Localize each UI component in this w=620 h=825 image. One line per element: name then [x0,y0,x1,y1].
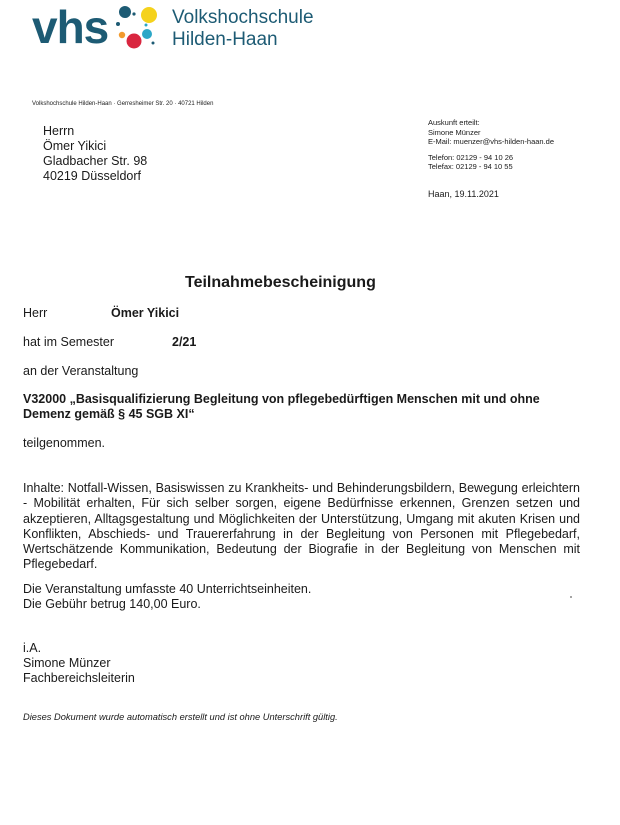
document-title: Teilnahmebescheinigung [185,274,376,291]
recipient-salutation: Herrn [43,124,75,138]
org-name [172,7,314,51]
org-name-line2: Hilden-Haan [172,29,278,50]
fee-line: Die Gebühr betrug 140,00 Euro. [23,597,201,611]
units-line: Die Veranstaltung umfasste 40 Unterrichtseinheiten. [23,582,312,596]
signature-block [23,641,135,686]
scan-speck [570,596,572,598]
semester-label: hat im Semester [23,335,115,349]
contact-person: Simone Münzer [428,127,481,137]
course-contents: Inhalte: Notfall-Wissen, Basiswissen zu Krankheits- und Behinderungsbildern, Bewegung erleichtern - Mobilität erhalten, Für sich selber sorgen, eigene Bedürfnisse erkennen, Grenzen setzen und akzeptieren, Alltagsgestaltung und Möglichkeiten der Unterstützung, Umgang mit akuten Krisen und Konflikten, Abschieds- und Trauererfahrung in der Begleitung von Personen mit Pflegebedarf, Wertschätzende Kommunikation, Bedeutung der Biografie in der Begleitung von Menschen mit Pflegebedarf. [23,481,580,572]
signature-ia: i.A. [23,641,42,655]
semester-row [23,335,197,349]
recipient-street: Gladbacher Str. 98 [43,154,148,168]
contact-phone: Telefon: 02129 - 94 10 26 [428,152,514,162]
participant-row [23,306,180,320]
course-title: V32000 „Basisqualifizierung Begleitung von pflegebedürftigen Menschen mit und ohne Demenz gemäß § 45 SGB XI“ [23,392,540,421]
date-line: Haan, 19.11.2021 [428,189,499,199]
event-label: an der Veranstaltung [23,364,139,378]
recipient-city: 40219 Düsseldorf [43,169,141,183]
contact-block [428,118,554,172]
footer-note: Dieses Dokument wurde automatisch erstellt und ist ohne Unterschrift gültig. [23,712,338,722]
contact-email[interactable]: E-Mail: muenzer@vhs-hilden-haan.de [428,137,555,146]
participated-text: teilgenommen. [23,436,105,450]
signature-name: Simone Münzer [23,656,111,670]
contact-label: Auskunft erteilt: [428,118,480,127]
participant-name: Ömer Yikici [111,306,180,320]
semester-value: 2/21 [172,335,197,349]
logo-wordmark: vhs [32,1,109,53]
logo-dots-icon [112,4,162,50]
recipient-name: Ömer Yikici [43,139,107,153]
contact-fax: Telefax: 02129 - 94 10 55 [428,162,513,171]
org-name-line1: Volkshochschule [172,7,314,28]
herr-label: Herr [23,306,48,320]
sender-line: Volkshochschule Hilden-Haan · Gerresheimer Str. 20 · 40721 Hilden [32,101,214,107]
signature-role: Fachbereichsleiterin [23,671,135,685]
recipient-address [43,124,147,184]
